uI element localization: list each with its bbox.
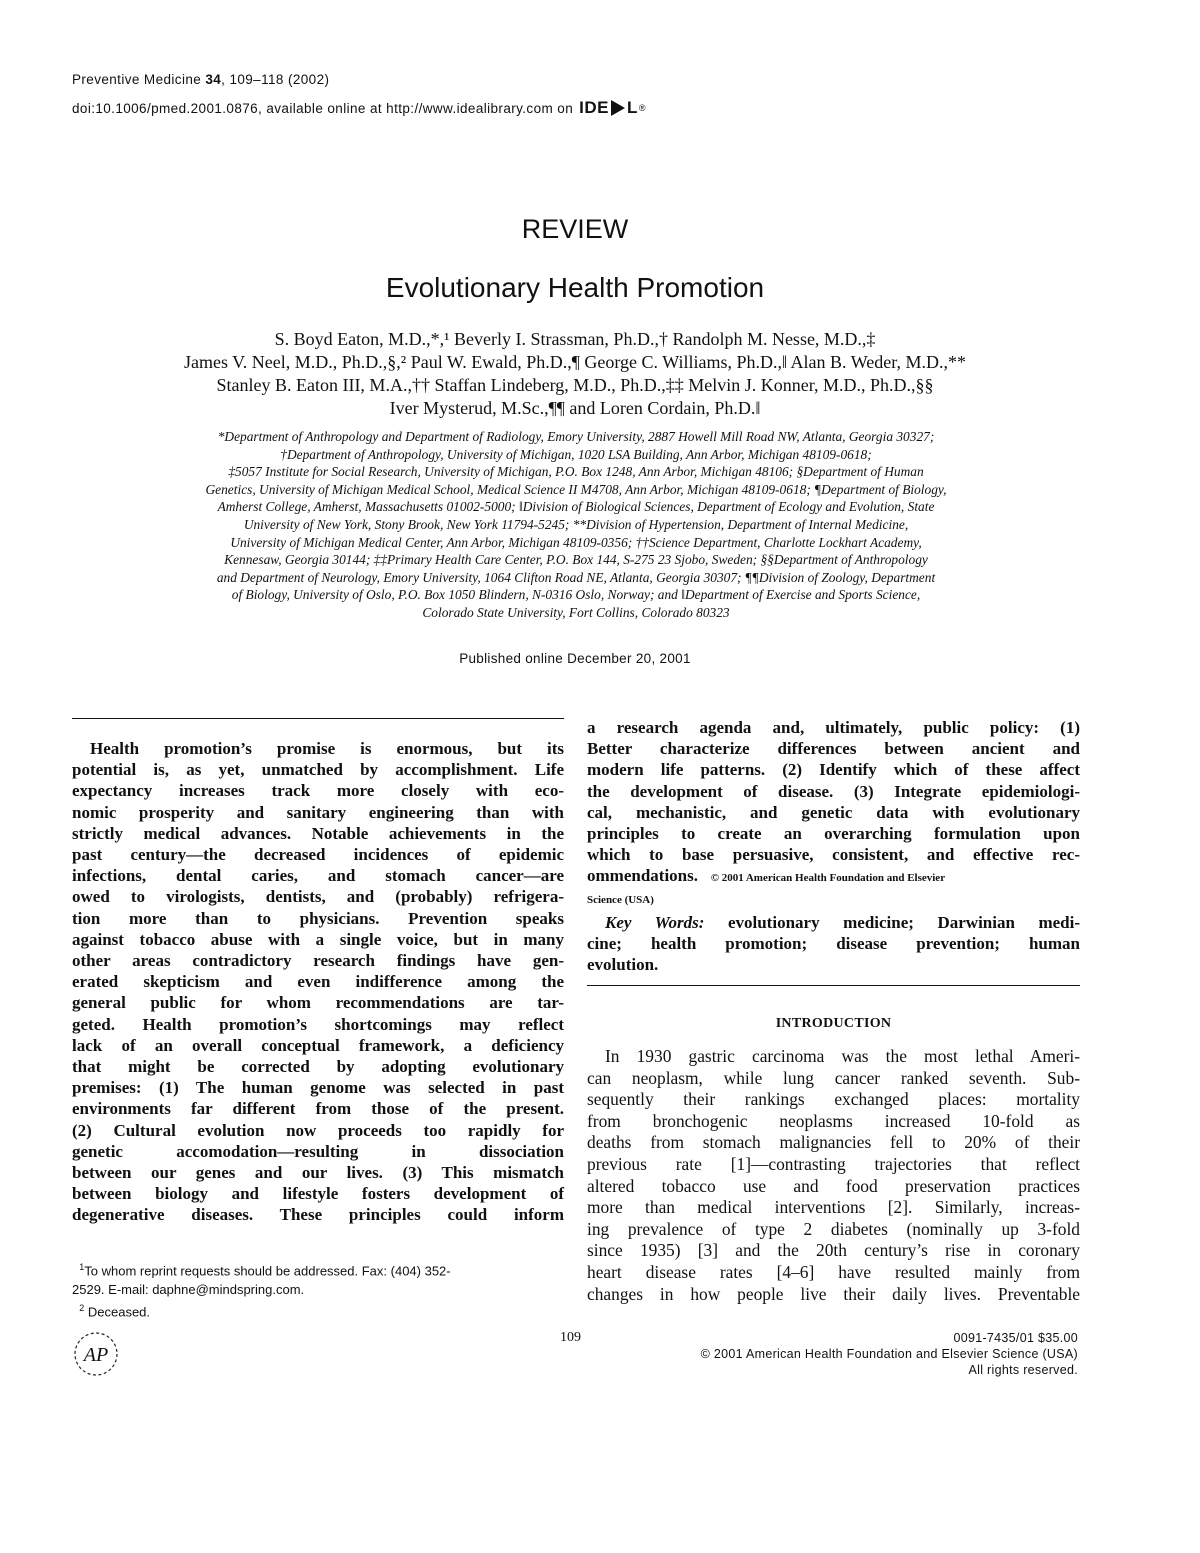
abstract-top-rule xyxy=(72,718,564,719)
body-line: can neoplasm, while lung cancer ranked seventh. Sub- xyxy=(587,1067,1080,1088)
abstract-line: genetic accomodation—resulting in dissociation xyxy=(72,1141,564,1161)
abstract-line: cal, mechanistic, and genetic data with evolutionary xyxy=(587,802,1080,822)
abstract-line: against tobacco abuse with a single voice, but in many xyxy=(72,929,564,949)
keywords xyxy=(587,912,1080,976)
affiliation-line: ‡5057 Institute for Social Research, University of Michigan, P.O. Box 1248, Ann Arbor, Michigan 48106; §Department of Human xyxy=(228,464,924,480)
abstract-line: the development of disease. (3) Integrate epidemiologi- xyxy=(587,781,1080,801)
body-line: deaths from stomach malignancies fell to 20% of their xyxy=(587,1132,1080,1153)
footnote-continued: 2529. E-mail: daphne@mindspring.com. xyxy=(72,1282,305,1298)
affiliation-line: Colorado State University, Fort Collins, Colorado 80323 xyxy=(422,604,730,620)
abstract-line: infections, dental caries, and stomach cancer—are xyxy=(72,866,564,886)
published-date: Published online December 20, 2001 xyxy=(459,651,691,666)
abstract-line: erated skepticism and even indifference among the xyxy=(72,972,564,992)
page-number: 109 xyxy=(560,1330,581,1345)
abstract-copyright: © 2001 American Health Foundation and Elsevier xyxy=(710,872,946,885)
body-line: altered tobacco use and food preservation practices xyxy=(587,1175,1080,1196)
abstract-line: other areas contradictory research findings have gen- xyxy=(72,951,564,971)
abstract-line: premises: (1) The human genome was selected in past xyxy=(72,1078,564,1098)
svg-text:AP: AP xyxy=(83,1344,109,1366)
abstract-line: lack of an overall conceptual framework, a deficiency xyxy=(72,1035,564,1055)
introduction-heading: INTRODUCTION xyxy=(775,1016,892,1031)
abstract-line: potential is, as yet, unmatched by accomplishment. Life xyxy=(72,760,564,780)
keywords-line: Key Words: evolutionary medicine; Darwinian medi- xyxy=(605,913,1081,932)
abstract-line: degenerative diseases. These principles could inform xyxy=(72,1205,564,1225)
abstract-line: ommendations. © 2001 American Health Foundation and Elsevier xyxy=(587,866,946,886)
abstract-line: that might be corrected by adopting evolutionary xyxy=(72,1057,564,1077)
affiliation-line: Genetics, University of Michigan Medical School, Medical Science II M4708, Ann Arbor, Michigan 48109-0618; ¶Department of Biology, xyxy=(205,481,947,497)
issn-price: 0091-7435/01 $35.00 xyxy=(953,1331,1078,1345)
author-line: Iver Mysterud, M.Sc.,¶¶ and Loren Cordain, Ph.D.‖ xyxy=(389,398,761,418)
author-line: Stanley B. Eaton III, M.A.,†† Staffan Lindeberg, M.D., Ph.D.,‡‡ Melvin J. Konner, M.D., Ph.D.,§§ xyxy=(216,375,934,395)
body-line: heart disease rates [4–6] have resulted mainly from xyxy=(587,1261,1080,1282)
abstract-copyright-continued: Science (USA) xyxy=(587,893,654,906)
issn-block xyxy=(701,1330,1078,1378)
affiliation-line: University of New York, Stony Brook, New York 11794-5245; **Division of Hypertension, Department of Internal Medicine, xyxy=(243,516,909,532)
abstract-line: Better characterize differences between ancient and xyxy=(587,739,1080,759)
article-title: Evolutionary Health Promotion xyxy=(385,272,765,303)
copyright-line: © 2001 American Health Foundation and Elsevier Science (USA) xyxy=(700,1347,1078,1361)
introduction-body xyxy=(587,1046,1080,1305)
abstract-line: a research agenda and, ultimately, public policy: (1) xyxy=(587,718,1080,737)
abstract-line: owed to virologists, dentists, and (probably) refrigera- xyxy=(72,887,564,907)
journal-volume: 34 xyxy=(205,72,222,87)
body-line: In 1930 gastric carcinoma was the most lethal Ameri- xyxy=(605,1046,1080,1066)
affiliation-line: †Department of Anthropology, University of Michigan, 1020 LSA Building, Ann Arbor, Michigan 48109-0618; xyxy=(280,446,872,462)
doi-line xyxy=(72,98,646,118)
abstract-line: expectancy increases track more closely with eco- xyxy=(72,781,564,801)
footnote: $^2$ Deceased. xyxy=(79,1303,151,1320)
abstract-line: general public for whom recommendations are tar- xyxy=(72,993,564,1013)
abstract-line: tion more than to physicians. Prevention speaks xyxy=(72,908,564,928)
affiliation-line: and Department of Neurology, Emory University, 1064 Clifton Road NE, Atlanta, Georgia 30307; ¶¶Division of Zoology, Department xyxy=(216,569,936,585)
affiliation-line: University of Michigan Medical Center, Ann Arbor, Michigan 48109-0356; ††Science Department, Charlotte Lockhart Academy, xyxy=(230,534,922,550)
abstract-line: modern life patterns. (2) Identify which of these affect xyxy=(587,760,1080,780)
affiliation-line: *Department of Anthropology and Department of Radiology, Emory University, 2887 Howell Mill Road NW, Atlanta, Georgia 30327; xyxy=(217,429,935,444)
doi-text: doi:10.1006/pmed.2001.0876, available online at http://www.idealibrary.com on xyxy=(72,100,574,116)
ideal-logo: IDE L ® xyxy=(579,98,646,117)
abstract-line: past century—the decreased incidences of epidemic xyxy=(72,845,564,865)
abstract-line: environments far different from those of the present. xyxy=(72,1099,564,1119)
affiliations xyxy=(78,428,1074,622)
body-line: from bronchogenic neoplasms increased 10-fold as xyxy=(587,1110,1080,1131)
abstract-line: geted. Health promotion’s shortcomings may reflect xyxy=(72,1014,564,1034)
keywords-line: evolution. xyxy=(587,955,659,975)
author-list xyxy=(60,328,1090,420)
keywords-line: cine; health promotion; disease prevention; human xyxy=(587,934,1080,954)
rights-line: All rights reserved. xyxy=(968,1363,1078,1377)
abstract-line: Health promotion’s promise is enormous, but its xyxy=(90,739,564,758)
affiliation-line: Amherst College, Amherst, Massachusetts 01002-5000; ‖Division of Biological Sciences, Department of Ecology and Evolution, State xyxy=(217,499,935,515)
journal-citation: Preventive Medicine 34, 109–118 (2002) xyxy=(72,72,330,87)
abstract-line: principles to create an overarching formulation upon xyxy=(587,824,1080,844)
body-line: changes in how people live their daily lives. Preventable xyxy=(587,1283,1080,1304)
abstract-line: between biology and lifestyle fosters development of xyxy=(72,1184,564,1204)
author-line: James V. Neel, M.D., Ph.D.,§,² Paul W. Ewald, Ph.D.,¶ George C. Williams, Ph.D.,‖ Alan B. Weder, M.D.,** xyxy=(183,352,967,372)
abstract-line: (2) Cultural evolution now proceeds too rapidly for xyxy=(72,1120,564,1140)
keywords-label: Key Words: xyxy=(605,913,705,932)
abstract-bottom-rule xyxy=(587,985,1080,986)
body-line: ing prevalence of type 2 diabetes (nominally up 3-fold xyxy=(587,1218,1080,1239)
affiliation-line: Kennesaw, Georgia 30144; ‡‡Primary Health Care Center, P.O. Box 144, S-275 23 Sjobo, Sweden; §§Department of Anthropology xyxy=(224,552,928,568)
author-line: S. Boyd Eaton, M.D.,*,¹ Beverly I. Strassman, Ph.D.,† Randolph M. Nesse, M.D.,‡ xyxy=(274,329,876,349)
body-line: more than medical interventions [2]. Similarly, increas- xyxy=(587,1197,1080,1218)
body-line: previous rate [1]—contrasting trajectories that reflect xyxy=(587,1153,1080,1174)
abstract-line: nomic prosperity and sanitary engineering than with xyxy=(72,802,564,822)
abstract-line: which to base persuasive, consistent, and effective rec- xyxy=(587,845,1080,865)
body-line: since 1935) [3] and the 20th century’s rise in coronary xyxy=(587,1240,1080,1261)
section-label: REVIEW xyxy=(521,214,629,244)
footnotes xyxy=(72,1258,564,1322)
body-line: sequently their rankings exchanged places: mortality xyxy=(587,1089,1080,1110)
affiliation-line: of Biology, University of Oslo, P.O. Box 1050 Blindern, N-0316 Oslo, Norway; and ‖Department of Exercise and Sports Science, xyxy=(231,587,921,603)
footnote: $^1$To whom reprint requests should be addressed. Fax: (404) 352- xyxy=(79,1262,451,1279)
abstract-line: between our genes and our lives. (3) This mismatch xyxy=(72,1163,564,1183)
abstract-left-column xyxy=(72,738,564,1226)
ideal-arrow-icon xyxy=(611,100,625,116)
abstract-right-column xyxy=(587,717,1080,911)
abstract-line: strictly medical advances. Notable achievements in the xyxy=(72,823,564,843)
publisher-logo-icon xyxy=(72,1330,120,1378)
